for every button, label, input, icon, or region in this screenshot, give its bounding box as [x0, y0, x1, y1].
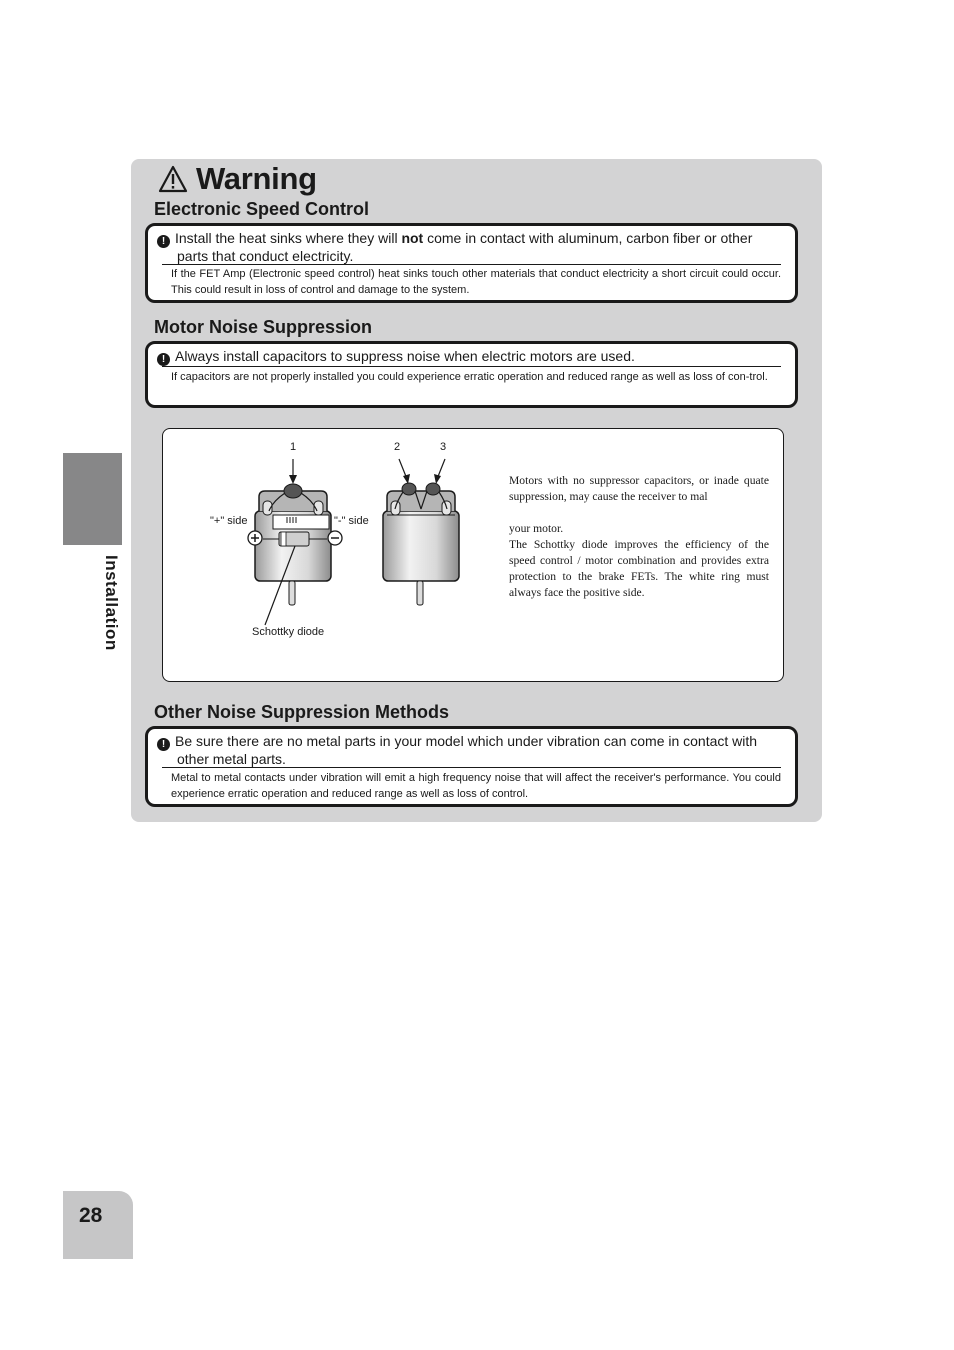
label-2: 2	[394, 441, 401, 453]
esc-note: If the FET Amp (Electronic speed control) heat sinks touch other materials that conduct electricity a short circuit could occur. This could result in loss of control and damage to the system.	[171, 268, 781, 296]
warning-title: Warning	[196, 161, 317, 196]
divider	[162, 366, 781, 367]
motor-warning-box	[145, 341, 798, 408]
motor-right-icon	[383, 459, 459, 605]
minus-side-label: "-" side	[334, 515, 369, 527]
esc-warning-box	[145, 223, 798, 303]
exclamation-icon: !	[157, 235, 170, 248]
chapter-label: Installation	[102, 555, 121, 651]
warning-header	[158, 161, 317, 197]
other-section-title: Other Noise Suppression Methods	[154, 702, 450, 722]
motor-illustration	[163, 429, 493, 649]
motor-diagram-box	[162, 428, 784, 682]
motor-note: If capacitors are not properly installed you could experience erratic operation and reduced range as well as loss of con-trol.	[171, 371, 768, 383]
page-number: 28	[79, 1204, 103, 1227]
exclamation-icon: !	[157, 738, 170, 751]
warning-triangle-icon	[158, 165, 188, 193]
esc-main-text: ! Install the heat sinks where they will not come in contact with aluminum, carbon fiber or other parts that conduct electricity.	[157, 230, 781, 264]
esc-section-title: Electronic Speed Control	[154, 199, 370, 219]
other-warning-box	[145, 726, 798, 807]
page-number-tab	[63, 1191, 133, 1259]
divider	[162, 264, 781, 265]
motor-section-title: Motor Noise Suppression	[154, 317, 373, 337]
label-3: 3	[440, 441, 447, 453]
diagram-description: Motors with no suppressor capacitors, or inade quate suppression, may cause the receiver to mal your motor. The Schottky diode improves the efficiency of the speed control / motor combination and provides extra protection to the brake FETs. The white ring must always face the positive side.	[509, 474, 769, 599]
motor-left-icon	[248, 459, 342, 625]
plus-side-label: "+" side	[210, 515, 248, 527]
other-note: Metal to metal contacts under vibration will emit a high frequency noise that will affect the receiver's performance. You could experience erratic operation and reduced range as well as loss of control.	[171, 772, 781, 800]
divider	[162, 767, 781, 768]
schottky-diode-label: Schottky diode	[252, 626, 325, 638]
other-main-text: ! Be sure there are no metal parts in your model which under vibration can come in contact with other metal parts.	[157, 733, 781, 767]
motor-main-text: ! Always install capacitors to suppress noise when electric motors are used.	[157, 348, 781, 366]
label-1: 1	[290, 441, 297, 453]
chapter-tab	[63, 453, 122, 545]
exclamation-icon: !	[157, 353, 170, 366]
